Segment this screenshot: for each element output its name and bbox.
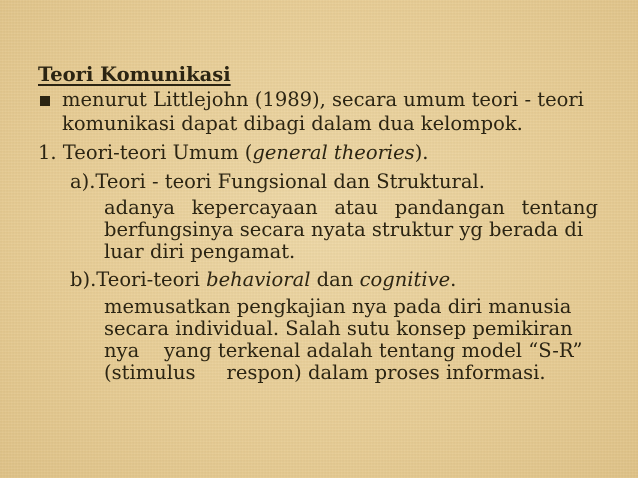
sub-b-italic-behavioral: behavioral bbox=[206, 268, 311, 291]
sub-a-line-1 bbox=[104, 197, 598, 219]
sub-a-word: adanya bbox=[104, 196, 175, 219]
sub-b-line-4: (stimulus respon) dalam proses informasi. bbox=[104, 361, 546, 384]
sub-a-word: tentang bbox=[521, 196, 598, 219]
sub-a-word: kepercayaan bbox=[191, 196, 318, 219]
item-1-italic: general theories bbox=[252, 141, 415, 164]
bullet-line-2: komunikasi dapat dibagi dalam dua kelompok. bbox=[62, 112, 523, 135]
sub-a-line-2: berfungsinya secara nyata struktur yg berada di bbox=[104, 218, 584, 241]
item-1-suffix: ). bbox=[414, 141, 429, 164]
sub-b-prefix: b).Teori-teori bbox=[70, 268, 207, 291]
sub-a-heading: a).Teori - teori Fungsional dan Struktural. bbox=[70, 170, 485, 193]
item-1-heading bbox=[38, 142, 429, 164]
sub-b-line-2: secara individual. Salah sutu konsep pemikiran bbox=[104, 317, 573, 340]
sub-b-line-3: nya yang terkenal adalah tentang model “S-R” bbox=[104, 339, 583, 362]
slide-title: Teori Komunikasi bbox=[38, 63, 231, 86]
sub-b-line-1: memusatkan pengkajian nya pada diri manusia bbox=[104, 295, 572, 318]
sub-b-mid: dan bbox=[310, 268, 360, 291]
bullet-line-1: menurut Littlejohn (1989), secara umum teori - teori bbox=[62, 88, 584, 111]
sub-b-heading bbox=[70, 269, 456, 291]
square-bullet-icon bbox=[40, 96, 50, 106]
sub-b-suffix: . bbox=[450, 268, 457, 291]
sub-a-line-3: luar diri pengamat. bbox=[104, 240, 296, 263]
sub-b-italic-cognitive: cognitive bbox=[359, 268, 451, 291]
sub-a-word: atau bbox=[334, 196, 379, 219]
item-1-prefix: 1. Teori-teori Umum ( bbox=[38, 141, 253, 164]
sub-a-word: pandangan bbox=[394, 196, 505, 219]
